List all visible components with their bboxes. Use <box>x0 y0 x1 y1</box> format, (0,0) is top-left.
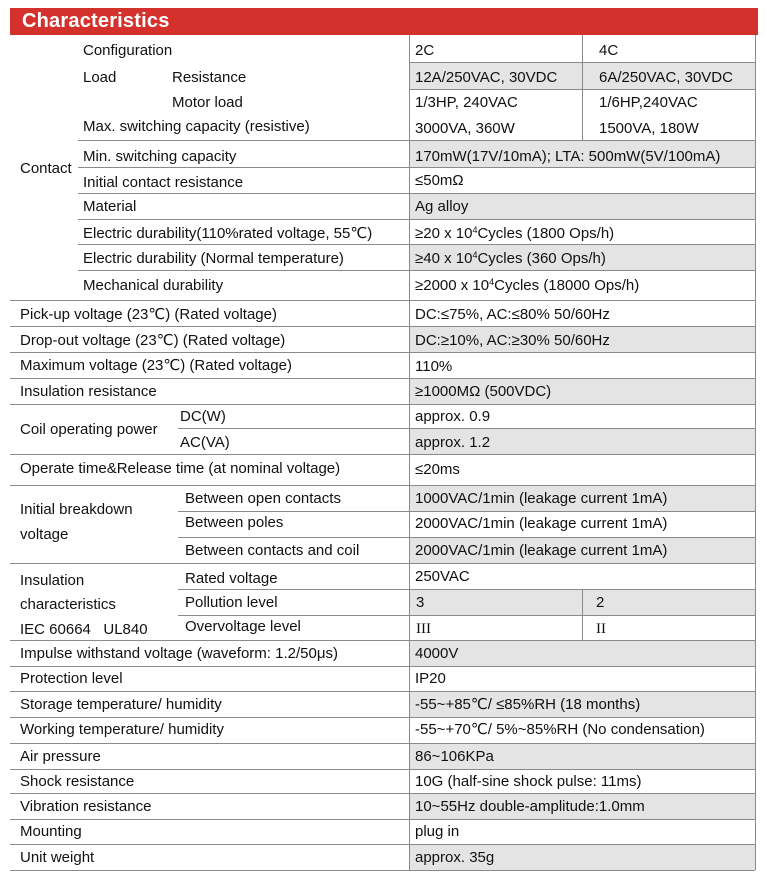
border <box>409 35 410 870</box>
unit-weight-value: approx. 35g <box>415 849 495 866</box>
material-label: Material <box>83 198 137 215</box>
shock-resistance-value: 10G (half-sine shock pulse: 11ms) <box>415 773 642 790</box>
coil-ac-value: approx. 1.2 <box>415 434 491 451</box>
configuration-4c: 4C <box>599 42 619 59</box>
coil-ac-label: AC(VA) <box>180 434 230 451</box>
border <box>78 193 755 194</box>
insulation-resistance-label: Insulation resistance <box>20 383 157 400</box>
border <box>10 404 755 405</box>
electric-durability-normal-value: ≥40 x $10^4Cycles$ (360 Ops/h) <box>415 250 606 267</box>
dropout-voltage-label: Drop-out voltage (23℃) (Rated voltage) <box>20 332 286 349</box>
configuration-label: Configuration <box>83 42 173 59</box>
border <box>178 537 755 538</box>
motor-load-2c: 1/3HP, 240VAC <box>415 94 518 111</box>
border <box>10 300 755 301</box>
electric-durability-110-label: Electric durability(110%rated voltage, 55℃) <box>83 225 373 242</box>
resistance-label: Resistance <box>172 69 247 86</box>
electric-durability-normal-label: Electric durability (Normal temperature) <box>83 250 344 267</box>
border <box>78 140 755 141</box>
max-switching-label: Max. switching capacity (resistive) <box>83 118 310 135</box>
air-pressure-label: Air pressure <box>20 748 101 765</box>
motor-load-label: Motor load <box>172 94 243 111</box>
min-switching-label: Min. switching capacity <box>83 148 237 165</box>
material-value: Ag alloy <box>415 198 469 215</box>
border <box>10 819 755 820</box>
contact-group-label: Contact <box>20 160 72 177</box>
mounting-value: plug in <box>415 823 460 840</box>
insulation-char-line3: IEC 60664 UL840 <box>20 621 148 638</box>
section-header <box>10 8 758 35</box>
air-pressure-value: 86~106KPa <box>415 748 494 765</box>
dropout-voltage-value: DC:≥10%, AC:≥30% 50/60Hz <box>415 332 610 349</box>
protection-level-value: IP20 <box>415 670 446 687</box>
vibration-resistance-label: Vibration resistance <box>20 798 152 815</box>
contact-resistance-label: Initial contact resistance <box>83 174 244 191</box>
insulation-char-line1: Insulation <box>20 572 85 589</box>
impulse-withstand-value: 4000V <box>415 645 459 662</box>
pollution-level-2c: 3 <box>416 594 425 611</box>
border <box>10 326 755 327</box>
border <box>10 666 755 667</box>
max-voltage-value: 110% <box>415 358 453 375</box>
border <box>10 563 755 564</box>
border <box>78 244 755 245</box>
resistance-2c: 12A/250VAC, 30VDC <box>415 69 558 86</box>
impulse-withstand-label: Impulse withstand voltage (waveform: 1.2/50μs) <box>20 645 338 662</box>
overvoltage-level-4c: II <box>596 621 606 637</box>
mechanical-durability-label: Mechanical durability <box>83 277 224 294</box>
min-switching-value: 170mW(17V/10mA); LTA: 500mW(5V/100mA) <box>415 148 721 165</box>
contact-resistance-value: ≤50mΩ <box>415 172 464 189</box>
vibration-resistance-value: 10~55Hz double-amplitude:1.0mm <box>415 798 645 815</box>
mounting-label: Mounting <box>20 823 82 840</box>
border <box>178 428 755 429</box>
mechanical-durability-value: ≥2000 x $10^4Cycles$ (18000 Ops/h) <box>415 277 640 294</box>
border <box>755 35 756 870</box>
border <box>178 589 755 590</box>
operate-time-label: Operate time&Release time (at nominal voltage) <box>20 460 341 477</box>
border <box>10 378 755 379</box>
border <box>178 511 755 512</box>
border <box>10 691 755 692</box>
border <box>10 793 755 794</box>
border <box>10 870 755 871</box>
pollution-level-label: Pollution level <box>185 594 278 611</box>
protection-level-label: Protection level <box>20 670 123 687</box>
coil-dc-value: approx. 0.9 <box>415 408 491 425</box>
border <box>582 35 583 140</box>
storage-temp-label: Storage temperature/ humidity <box>20 696 222 713</box>
border <box>178 615 755 616</box>
breakdown-poles-label: Between poles <box>185 514 284 531</box>
border <box>10 352 755 353</box>
pickup-voltage-label: Pick-up voltage (23℃) (Rated voltage) <box>20 306 277 323</box>
border <box>10 485 755 486</box>
overvoltage-level-2c: III <box>416 621 431 637</box>
border <box>10 743 755 744</box>
unit-weight-label: Unit weight <box>20 849 95 866</box>
pollution-level-4c: 2 <box>596 594 605 611</box>
border <box>10 844 755 845</box>
resistance-4c: 6A/250VAC, 30VDC <box>599 69 733 86</box>
breakdown-poles-value: 2000VAC/1min (leakage current 1mA) <box>415 515 668 532</box>
max-switching-4c: 1500VA, 180W <box>599 120 699 137</box>
working-temp-value: -55~+70℃/ 5%~85%RH (No condensation) <box>415 721 705 738</box>
border <box>78 167 755 168</box>
motor-load-4c: 1/6HP,240VAC <box>599 94 698 111</box>
border <box>10 769 755 770</box>
max-switching-2c: 3000VA, 360W <box>415 120 515 137</box>
breakdown-contacts-coil-label: Between contacts and coil <box>185 542 360 559</box>
rated-voltage-value: 250VAC <box>415 568 470 585</box>
shock-resistance-label: Shock resistance <box>20 773 135 790</box>
working-temp-label: Working temperature/ humidity <box>20 721 224 738</box>
coil-dc-label: DC(W) <box>180 408 226 425</box>
border <box>10 717 755 718</box>
section-title: Characteristics <box>22 10 170 32</box>
configuration-2c: 2C <box>415 42 435 59</box>
coil-power-label: Coil operating power <box>20 421 158 438</box>
border <box>78 219 755 220</box>
row-shade <box>409 640 755 666</box>
border <box>78 270 755 271</box>
rated-voltage-label: Rated voltage <box>185 570 278 587</box>
operate-time-value: ≤20ms <box>415 461 460 478</box>
breakdown-open-label: Between open contacts <box>185 490 341 507</box>
breakdown-label-line1: Initial breakdown <box>20 501 133 518</box>
border <box>582 589 583 640</box>
pickup-voltage-value: DC:≤75%, AC:≤80% 50/60Hz <box>415 306 610 323</box>
border <box>10 640 755 641</box>
insulation-resistance-value: ≥1000MΩ (500VDC) <box>415 383 552 400</box>
max-voltage-label: Maximum voltage (23℃) (Rated voltage) <box>20 357 292 374</box>
breakdown-contacts-coil-value: 2000VAC/1min (leakage current 1mA) <box>415 542 668 559</box>
insulation-char-line2: characteristics <box>20 596 116 613</box>
breakdown-label-line2: voltage <box>20 526 69 543</box>
electric-durability-110-value: ≥20 x $10^4Cycles$ (1800 Ops/h) <box>415 225 615 242</box>
breakdown-open-value: 1000VAC/1min (leakage current 1mA) <box>415 490 668 507</box>
storage-temp-value: -55~+85℃/ ≤85%RH (18 months) <box>415 696 641 713</box>
load-label: Load <box>83 69 117 86</box>
border <box>10 454 755 455</box>
overvoltage-level-label: Overvoltage level <box>185 618 301 635</box>
